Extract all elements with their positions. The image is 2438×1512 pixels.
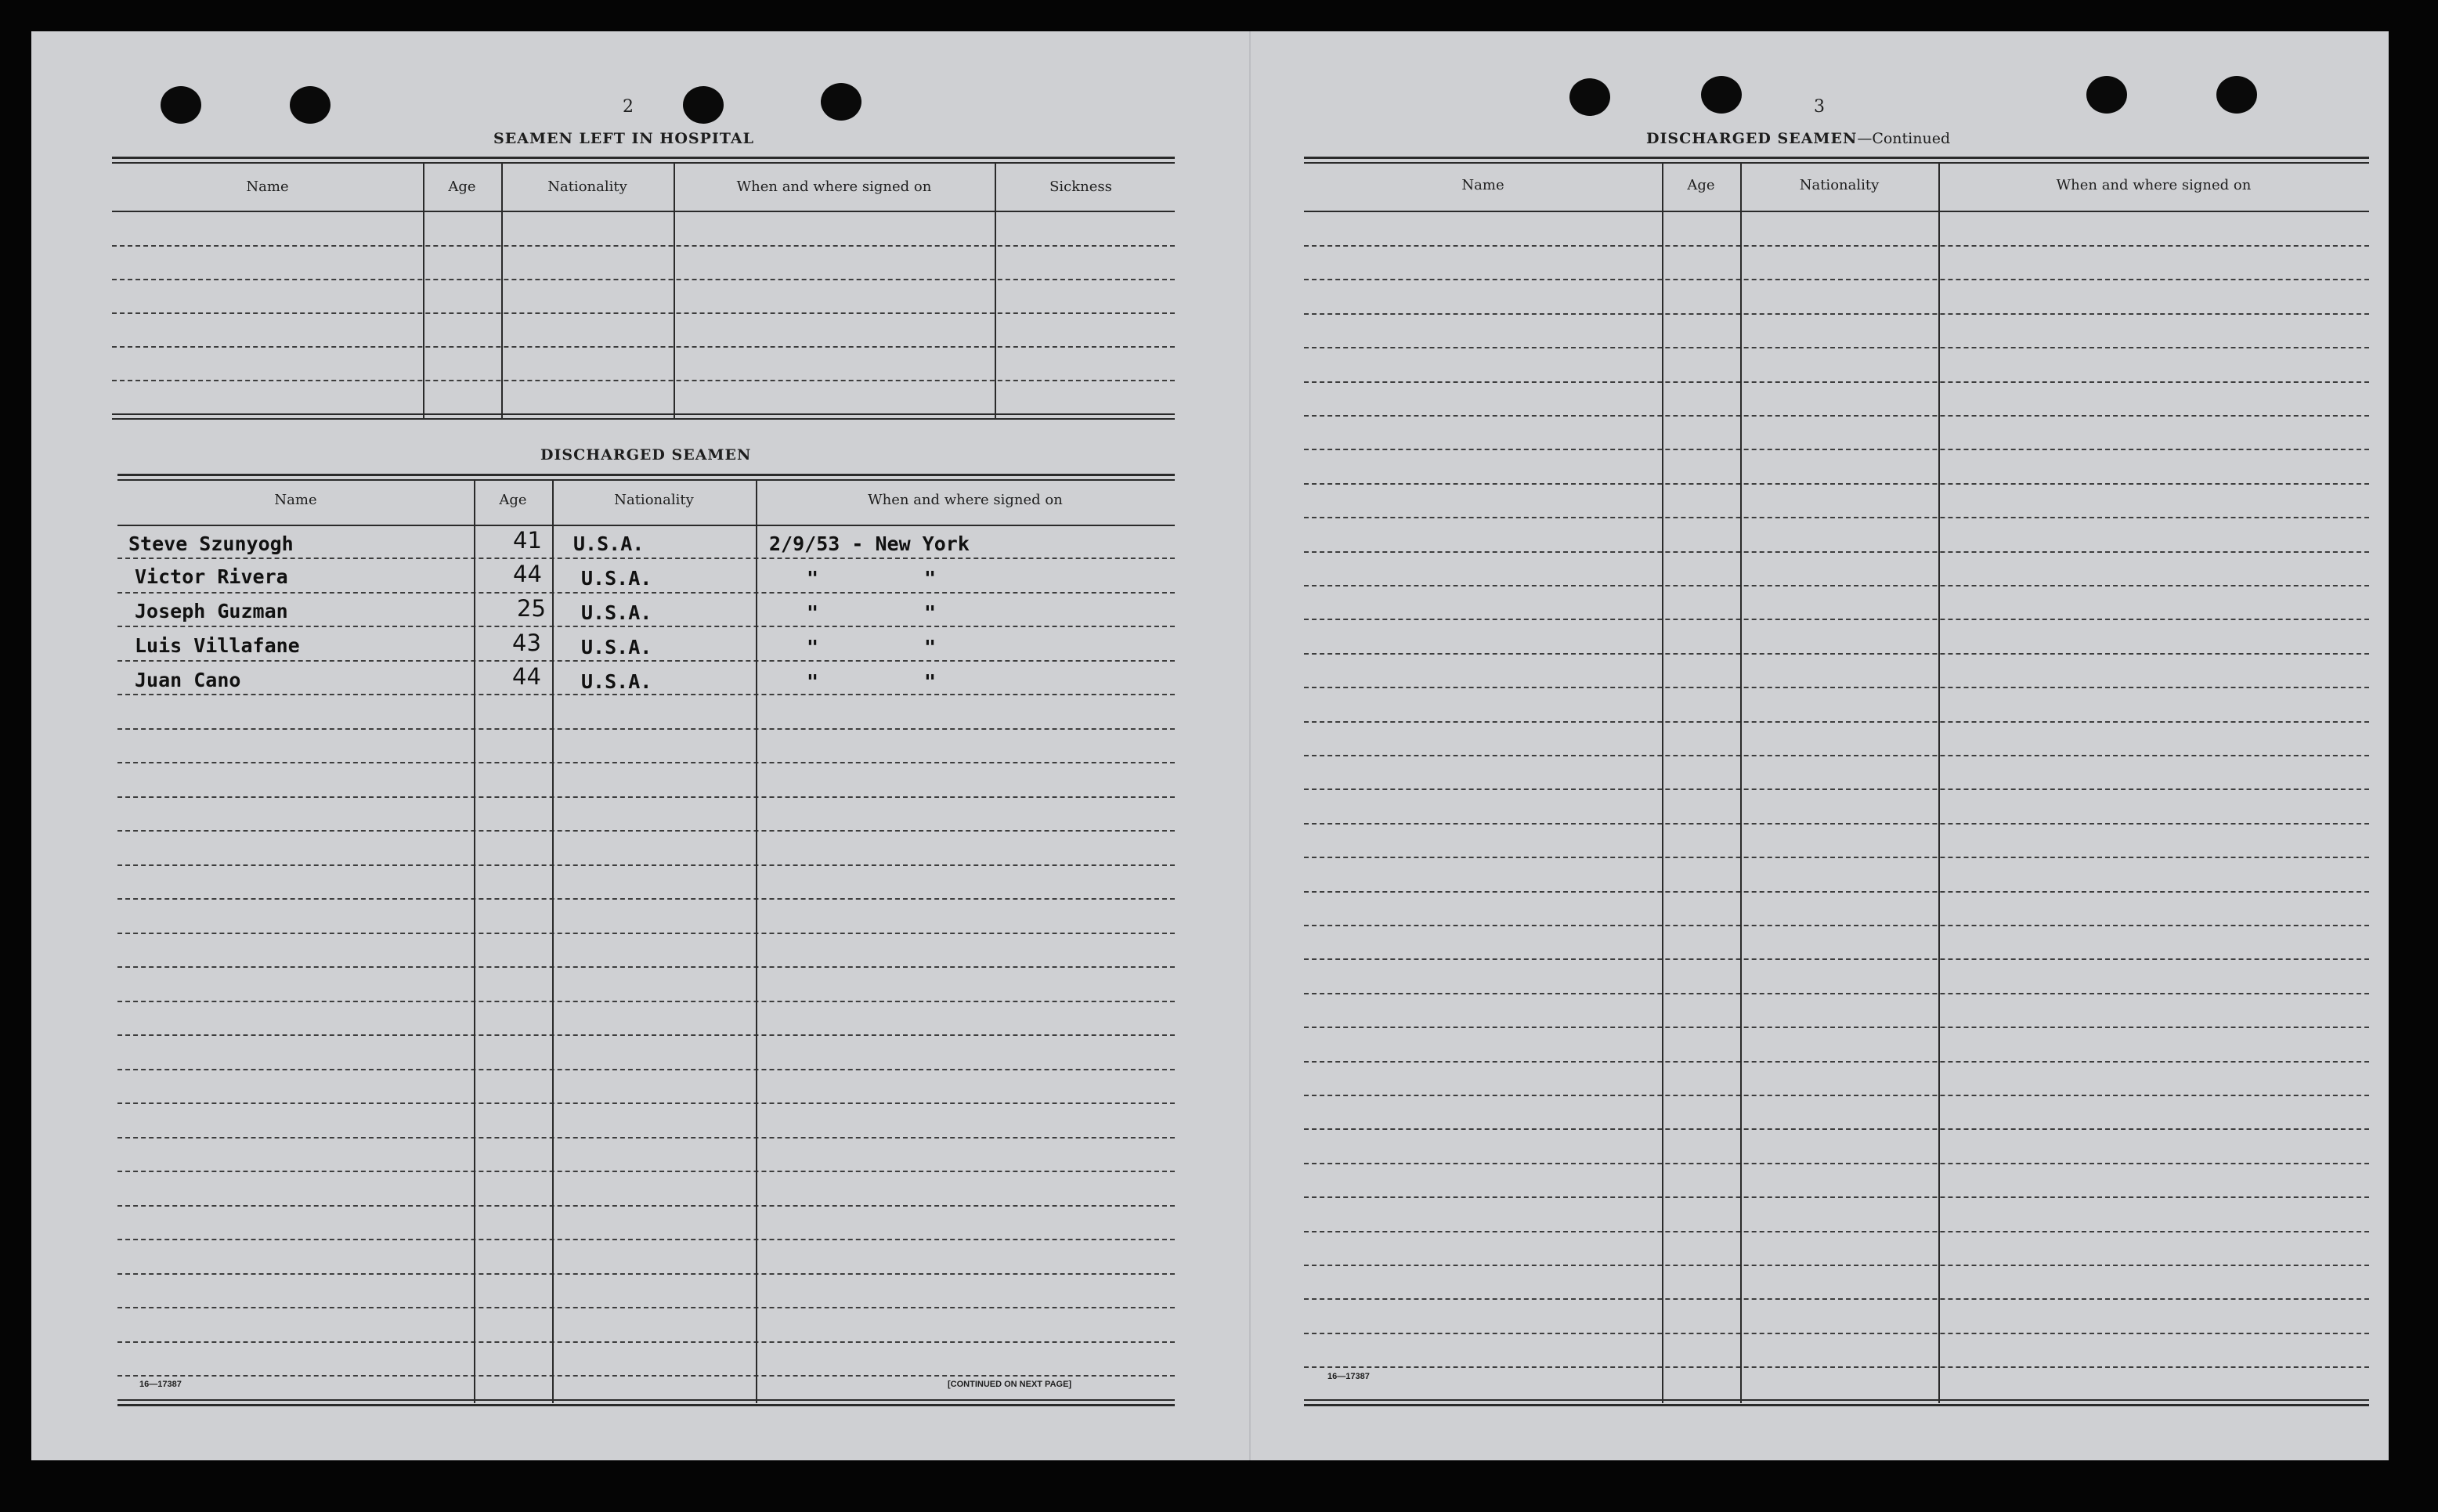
row-line <box>117 1205 1175 1207</box>
right-header-signed-on: When and where signed on <box>2056 177 2252 193</box>
row-line <box>1304 1163 2369 1164</box>
table-cell-name: Victor Rivera <box>135 565 288 588</box>
ditto-mark: " <box>807 670 819 693</box>
row-line <box>1304 687 2369 688</box>
form-number: 16—17387 <box>1327 1372 1370 1381</box>
column-line <box>423 162 424 420</box>
column-line <box>1662 162 1663 1403</box>
ditto-mark: " <box>807 636 819 659</box>
hospital-header-nationality: Nationality <box>547 179 627 195</box>
ditto-mark: " <box>807 601 819 624</box>
row-line <box>112 312 1175 314</box>
row-line <box>1304 891 2369 893</box>
row-line <box>1304 483 2369 485</box>
row-line <box>1304 1333 2369 1334</box>
rule <box>117 1404 1175 1406</box>
row-line <box>1304 517 2369 518</box>
punch-hole <box>821 83 861 121</box>
row-line <box>1304 993 2369 994</box>
table-cell-name: Joseph Guzman <box>135 600 288 622</box>
row-line <box>1304 823 2369 825</box>
row-line <box>117 1069 1175 1070</box>
row-line <box>117 660 1175 662</box>
row-line <box>1304 721 2369 723</box>
table-cell-nationality: U.S.A. <box>581 601 652 624</box>
column-line <box>501 162 503 420</box>
rule <box>117 479 1175 481</box>
row-line <box>117 830 1175 832</box>
table-cell-name: Steve Szunyogh <box>128 532 294 555</box>
table-cell-nationality: U.S.A. <box>573 532 645 555</box>
row-line <box>112 346 1175 348</box>
row-line <box>112 245 1175 247</box>
table-cell-nationality: U.S.A. <box>581 567 652 590</box>
row-line <box>1304 1196 2369 1198</box>
right-header-name: Name <box>1461 177 1504 193</box>
page-fold <box>1249 31 1251 1460</box>
rule <box>112 157 1175 159</box>
hospital-header-signed-on: When and where signed on <box>736 179 932 195</box>
row-line <box>1304 551 2369 553</box>
form-number: 16—17387 <box>139 1380 182 1389</box>
table-cell-signed-on: 2/9/53 - New York <box>769 532 970 555</box>
row-line <box>117 1001 1175 1002</box>
column-line <box>552 479 554 1403</box>
row-line <box>117 1034 1175 1036</box>
punch-hole <box>2216 76 2257 114</box>
column-line <box>1938 162 1940 1403</box>
rule <box>117 525 1175 526</box>
row-line <box>1304 415 2369 417</box>
continued-note: [CONTINUED ON NEXT PAGE] <box>948 1380 1072 1389</box>
row-line <box>117 1273 1175 1275</box>
row-line <box>117 796 1175 798</box>
punch-hole <box>683 86 724 124</box>
right-title-continued: —Continued <box>1857 130 1951 147</box>
row-line <box>112 279 1175 280</box>
row-line <box>117 864 1175 866</box>
row-line <box>1304 1231 2369 1232</box>
row-line <box>1304 245 2369 247</box>
rule <box>1304 162 2369 164</box>
rule <box>1304 1404 2369 1406</box>
document-sheet <box>31 31 2389 1460</box>
rule <box>1304 1399 2369 1401</box>
row-line <box>1304 449 2369 450</box>
row-line <box>1304 1027 2369 1028</box>
row-line <box>1304 585 2369 586</box>
table-cell-age: 43 <box>512 630 541 656</box>
table-cell-age: 25 <box>517 595 546 622</box>
rule <box>112 162 1175 164</box>
table-cell-nationality: U.S.A. <box>581 670 652 693</box>
row-line <box>1304 755 2369 756</box>
row-line <box>1304 619 2369 620</box>
column-line <box>1740 162 1742 1403</box>
row-line <box>117 558 1175 559</box>
ditto-mark: " <box>807 567 819 590</box>
discharged-header-nationality: Nationality <box>614 492 694 508</box>
row-line <box>1304 279 2369 280</box>
table-cell-age: 44 <box>512 663 541 690</box>
column-line <box>756 479 757 1403</box>
row-line <box>1304 653 2369 655</box>
row-line <box>1304 1128 2369 1130</box>
discharged-header-signed-on: When and where signed on <box>868 492 1063 508</box>
ditto-mark: " <box>924 601 937 624</box>
discharged-header-age: Age <box>499 492 527 508</box>
rule <box>1304 157 2369 159</box>
ditto-mark: " <box>924 670 937 693</box>
row-line <box>1304 958 2369 960</box>
punch-hole <box>1701 76 1742 114</box>
rule <box>112 211 1175 212</box>
row-line <box>117 966 1175 968</box>
ditto-mark: " <box>924 567 937 590</box>
row-line <box>117 898 1175 900</box>
punch-hole <box>161 86 201 124</box>
column-line <box>474 479 475 1403</box>
row-line <box>117 1102 1175 1104</box>
rule <box>117 474 1175 476</box>
row-line <box>1304 381 2369 383</box>
row-line <box>117 694 1175 695</box>
discharged-header-name: Name <box>274 492 317 508</box>
row-line <box>1304 925 2369 926</box>
punch-hole <box>290 86 330 124</box>
right-section-title <box>1646 130 1950 147</box>
row-line <box>117 1171 1175 1172</box>
column-line <box>674 162 675 420</box>
hospital-header-age: Age <box>448 179 476 195</box>
row-line <box>1304 788 2369 790</box>
page-number: 2 <box>623 97 634 117</box>
rule <box>1304 211 2369 212</box>
discharged-section-title: DISCHARGED SEAMEN <box>540 446 752 464</box>
row-line <box>117 1137 1175 1139</box>
page-number: 3 <box>1814 97 1825 117</box>
row-line <box>117 626 1175 627</box>
row-line <box>1304 1061 2369 1063</box>
hospital-section-title: SEAMEN LEFT IN HOSPITAL <box>493 130 754 147</box>
column-line <box>995 162 996 420</box>
right-header-nationality: Nationality <box>1799 177 1880 193</box>
rule <box>117 1399 1175 1401</box>
row-line <box>117 728 1175 730</box>
table-cell-name: Luis Villafane <box>135 634 300 657</box>
rule <box>112 418 1175 420</box>
punch-hole <box>2086 76 2127 114</box>
row-line <box>1304 347 2369 348</box>
hospital-header-sickness: Sickness <box>1049 179 1112 195</box>
row-line <box>1304 1366 2369 1368</box>
row-line <box>1304 857 2369 858</box>
row-line <box>117 1239 1175 1240</box>
right-header-age: Age <box>1687 177 1715 193</box>
row-line <box>117 592 1175 594</box>
punch-hole <box>1569 78 1610 116</box>
ditto-mark: " <box>924 636 937 659</box>
hospital-header-name: Name <box>246 179 289 195</box>
row-line <box>1304 1095 2369 1096</box>
row-line <box>117 1307 1175 1308</box>
row-line <box>117 1375 1175 1377</box>
row-line <box>1304 1265 2369 1266</box>
right-title-bold: DISCHARGED SEAMEN <box>1646 130 1858 147</box>
row-line <box>1304 313 2369 315</box>
table-cell-name: Juan Cano <box>135 669 241 691</box>
row-line <box>112 380 1175 381</box>
table-cell-age: 41 <box>513 527 542 554</box>
row-line <box>117 933 1175 934</box>
row-line <box>117 762 1175 763</box>
rule <box>112 413 1175 415</box>
row-line <box>117 1341 1175 1343</box>
table-cell-nationality: U.S.A. <box>581 636 652 659</box>
table-cell-age: 44 <box>513 561 542 587</box>
row-line <box>1304 1298 2369 1300</box>
